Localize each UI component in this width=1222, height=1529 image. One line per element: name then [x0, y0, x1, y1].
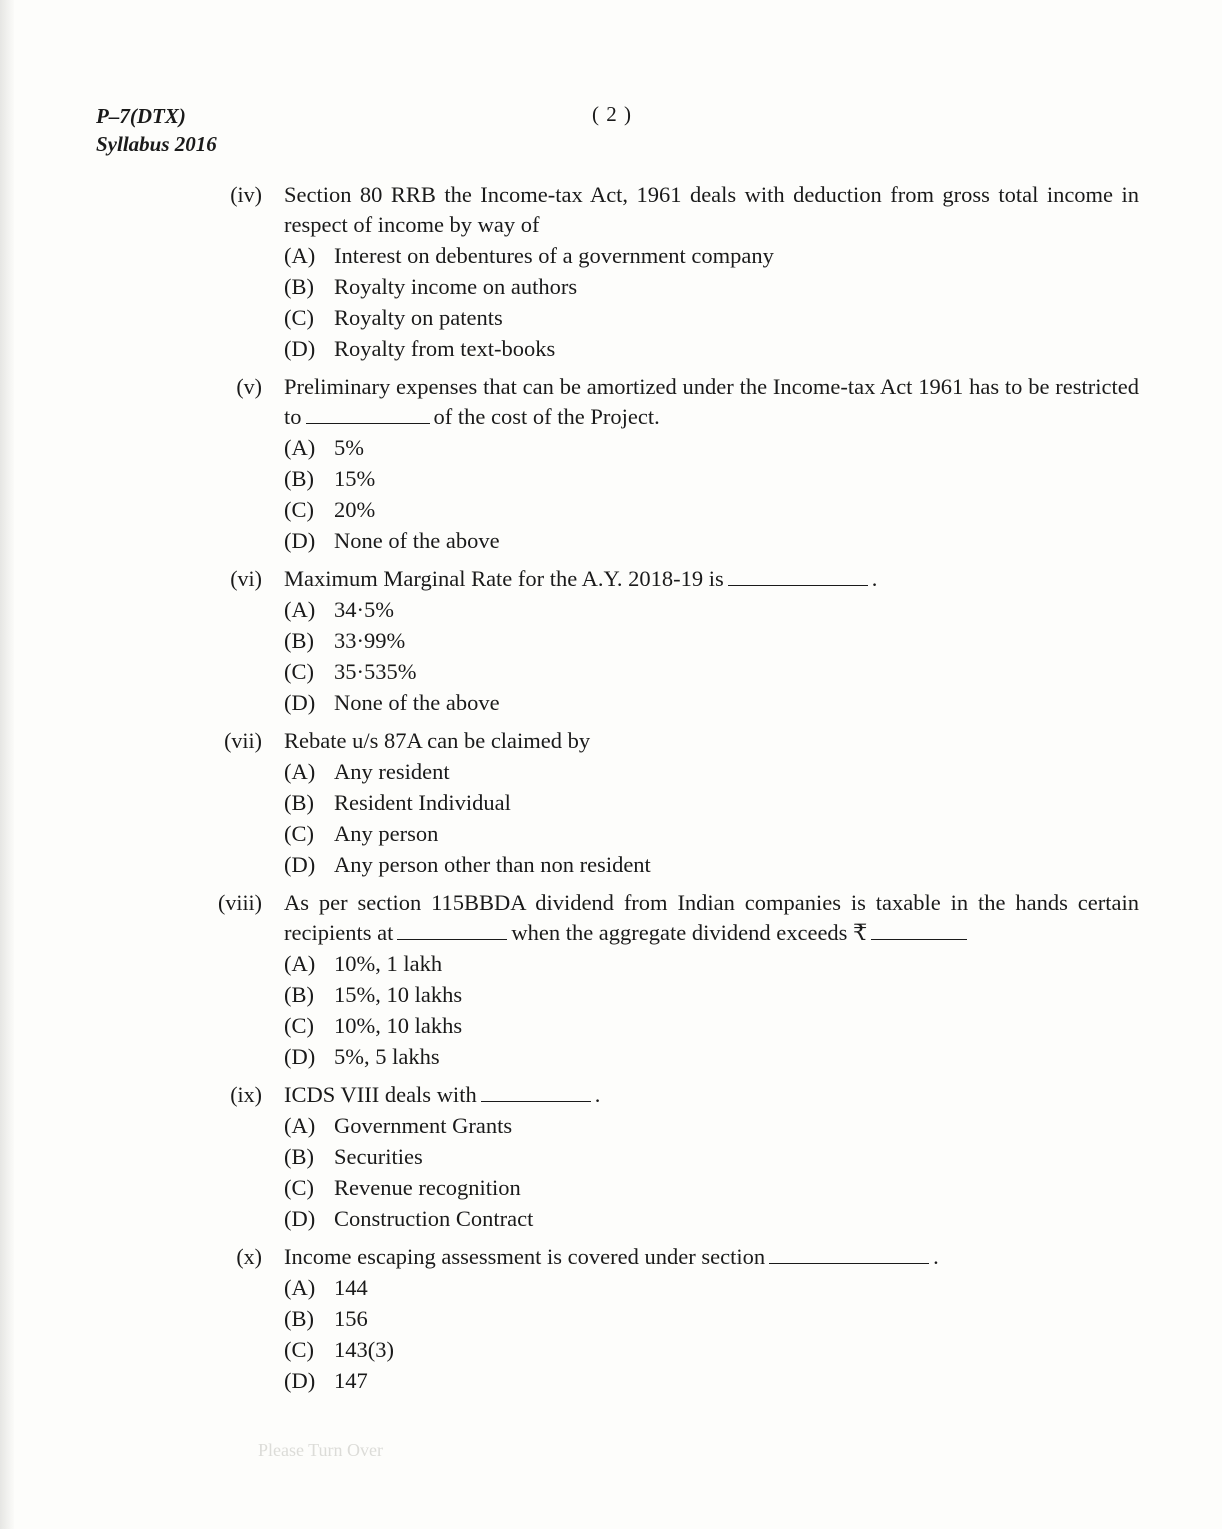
answer-blank: [769, 1243, 929, 1264]
question-list: [0, 180, 1222, 1404]
option-a: (A) Government Grants: [284, 1113, 513, 1138]
answer-blank-2: [871, 919, 967, 940]
question-text: Rebate u/s 87A can be claimed by: [284, 728, 591, 753]
syllabus-label: Syllabus 2016: [96, 132, 217, 156]
answer-blank: [481, 1081, 591, 1102]
option-a: (A) 144: [284, 1275, 368, 1300]
answer-blank: [306, 403, 430, 424]
option-a: (A) Interest on debentures of a government company: [284, 243, 774, 268]
question-text: ICDS VIII deals with .: [284, 1082, 601, 1107]
option-b: (B) 15%, 10 lakhs: [284, 982, 463, 1007]
option-d: (D) None of the above: [284, 690, 500, 715]
option-c: (C) Any person: [284, 821, 439, 846]
paper-header: [96, 102, 217, 158]
option-list: [284, 948, 1139, 1072]
option-d: (D) 5%, 5 lakhs: [284, 1044, 440, 1069]
question-v: [0, 372, 1222, 556]
option-b: (B) 33·99%: [284, 628, 406, 653]
question-text: Income escaping assessment is covered under section .: [284, 1244, 939, 1269]
footer-faint-text: Please Turn Over: [258, 1440, 383, 1460]
option-c: (C) 20%: [284, 497, 376, 522]
question-number: (x): [236, 1244, 262, 1269]
option-b: (B) Royalty income on authors: [284, 274, 578, 299]
question-ix: [0, 1080, 1222, 1234]
option-d: (D) 147: [284, 1368, 368, 1393]
option-c: (C) 143(3): [284, 1337, 394, 1362]
question-vii: [0, 726, 1222, 880]
question-x: [0, 1242, 1222, 1396]
question-text: Section 80 RRB the Income-tax Act, 1961 deals with deduction from gross total income in respect of income by way of: [284, 182, 1139, 237]
option-d: (D) None of the above: [284, 528, 500, 553]
question-number: (iv): [230, 182, 262, 207]
question-text: As per section 115BBDA dividend from Indian companies is taxable in the hands certain recipients at when the aggregate dividend exceeds ₹: [284, 890, 1139, 945]
question-iv: [0, 180, 1222, 364]
option-d: (D) Royalty from text-books: [284, 336, 556, 361]
option-b: (B) 15%: [284, 466, 376, 491]
page-number: ( 2 ): [592, 102, 632, 126]
option-list: [284, 240, 1139, 364]
option-c: (C) Revenue recognition: [284, 1175, 521, 1200]
option-list: [284, 432, 1139, 556]
option-b: (B) Resident Individual: [284, 790, 511, 815]
option-list: [284, 1110, 1139, 1234]
option-list: [284, 594, 1139, 718]
question-number: (ix): [230, 1082, 262, 1107]
option-c: (C) 35·535%: [284, 659, 417, 684]
option-a: (A) 5%: [284, 435, 364, 460]
question-number: (vii): [224, 728, 262, 753]
option-d: (D) Construction Contract: [284, 1206, 534, 1231]
question-number: (viii): [218, 890, 262, 915]
answer-blank: [397, 919, 507, 940]
option-b: (B) Securities: [284, 1144, 423, 1169]
question-number: (vi): [230, 566, 262, 591]
option-list: [284, 1272, 1139, 1396]
option-d: (D) Any person other than non resident: [284, 852, 651, 877]
option-c: (C) Royalty on patents: [284, 305, 503, 330]
question-number: (v): [236, 374, 262, 399]
option-a: (A) 10%, 1 lakh: [284, 951, 443, 976]
option-b: (B) 156: [284, 1306, 368, 1331]
question-text: Maximum Marginal Rate for the A.Y. 2018-19 is .: [284, 566, 878, 591]
question-text: Preliminary expenses that can be amortized under the Income-tax Act 1961 has to be restricted to of the cost of the Project.: [284, 374, 1139, 429]
question-vi: [0, 564, 1222, 718]
option-c: (C) 10%, 10 lakhs: [284, 1013, 463, 1038]
option-list: [284, 756, 1139, 880]
option-a: (A) Any resident: [284, 759, 450, 784]
paper-code: P–7(DTX): [96, 104, 186, 128]
option-a: (A) 34·5%: [284, 597, 394, 622]
answer-blank: [728, 565, 868, 586]
question-viii: [0, 888, 1222, 1072]
